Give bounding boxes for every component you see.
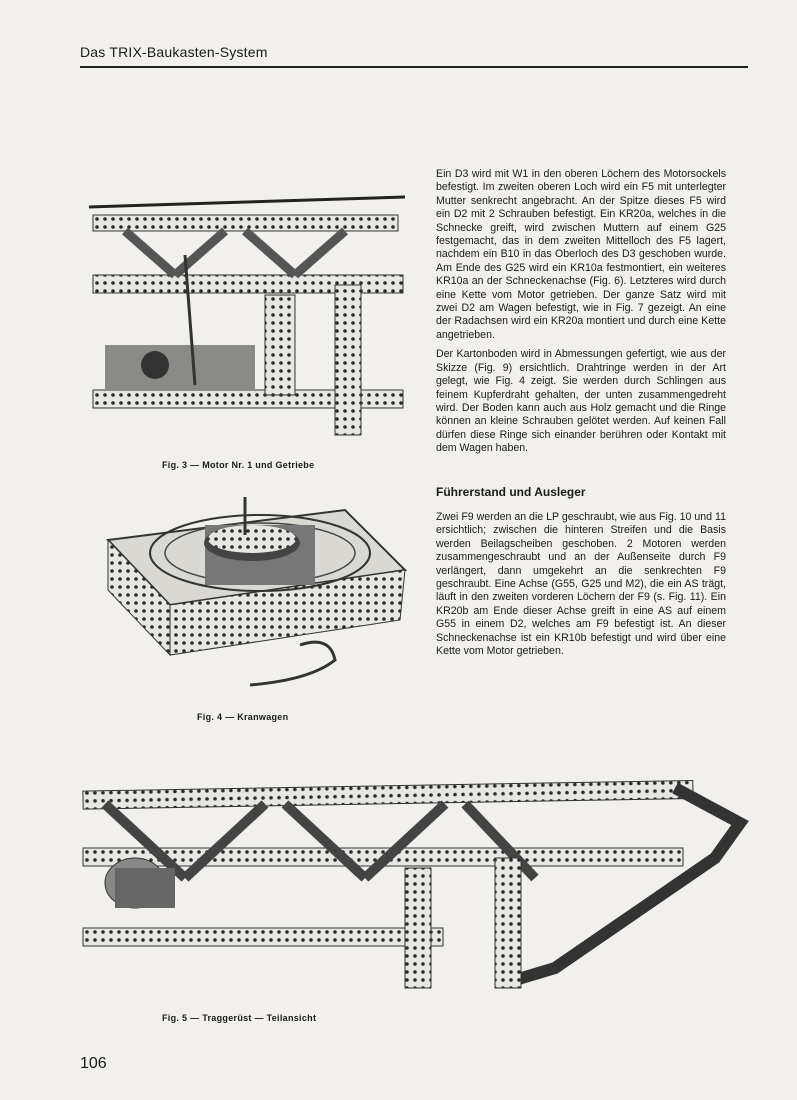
paragraph-3: Zwei F9 werden an die LP geschraubt, wie aus Fig. 10 und 11 ersichtlich; zwischen die hinteren Streifen und die Basis werden Beilagscheiben geschoben. 2 Motoren werden zusammengeschraubt und an der Außenseite durch F9 verlängert, dann umgekehrt an die senkrechten F9 geschraubt. Eine Achse (G55, G25 und M2), die ein AS trägt, läuft in den zweiten vorderen Löchern der F9 (s. Fig. 11). Ein KR20b am Ende dieser Achse greift in eine AS auf einem G55 in einem D2, welches am F9 befestigt ist. An dieser Schneckenachse ist ein KR10b befestigt und wird über eine Kette vom Motor getrieben. bbox=[436, 510, 726, 657]
section-heading: Führerstand und Ausleger bbox=[436, 484, 586, 499]
paragraph-2: Der Kartonboden wird in Abmessungen gefertigt, wie aus der Skizze (Fig. 9) ersichtlich. Drahtringe werden in der Art gelegt, wie Fig. 4 zeigt. Sie werden durch Schlingen aus feinem Kupferdraht gehalten, der unten zusammengedreht wird. Der Boden kann auch aus Holz gemacht und die Ringe können an kleine Schrauben gelötet werden. Auf keinen Fall dürfen diese Ringe sich einander berühren oder Kontakt mit dem Wagen haben. bbox=[436, 348, 726, 455]
figure-4-caption: Fig. 4 — Kranwagen bbox=[197, 712, 289, 722]
figure-3-photo bbox=[85, 175, 415, 445]
running-header: Das TRIX-Baukasten-System bbox=[80, 44, 268, 60]
header-rule bbox=[80, 66, 748, 68]
figure-4-photo bbox=[100, 495, 410, 695]
paragraph-1: Ein D3 wird mit W1 in den oberen Löchern des Motorsockels befestigt. Im zweiten oberen Loch wird ein F5 mit unterlegter Mutter senkrecht angebracht. An der Spitze dieses F5 wird ein D2 mit 2 Schrauben befestigt. Ein KR20a, welches in die Schnecke greift, wird zwischen Muttern auf einem G25 festgemacht, das in dem zweiten Mittelloch des F5 lagert, nachdem ein B10 in das Oberloch des D3 geschoben wurde. Am Ende des G25 wird ein KR10a festmontiert, ein weiteres KR10a an der Schneckenachse (Fig. 6). Letzteres wird durch eine Kette vom Motor getrieben. Der ganze Satz wird mit zwei D2 am Wagen befestigt, wie in Fig. 7 gezeigt. An eine der Radachsen wird ein KR20a montiert und durch eine Kette angetrieben. bbox=[436, 168, 726, 341]
text-column bbox=[436, 168, 726, 664]
figure-5-photo bbox=[75, 768, 750, 1008]
figure-3-caption: Fig. 3 — Motor Nr. 1 und Getriebe bbox=[162, 460, 315, 470]
figure-5-caption: Fig. 5 — Traggerüst — Teilansicht bbox=[162, 1013, 317, 1023]
page-number: 106 bbox=[80, 1055, 107, 1072]
